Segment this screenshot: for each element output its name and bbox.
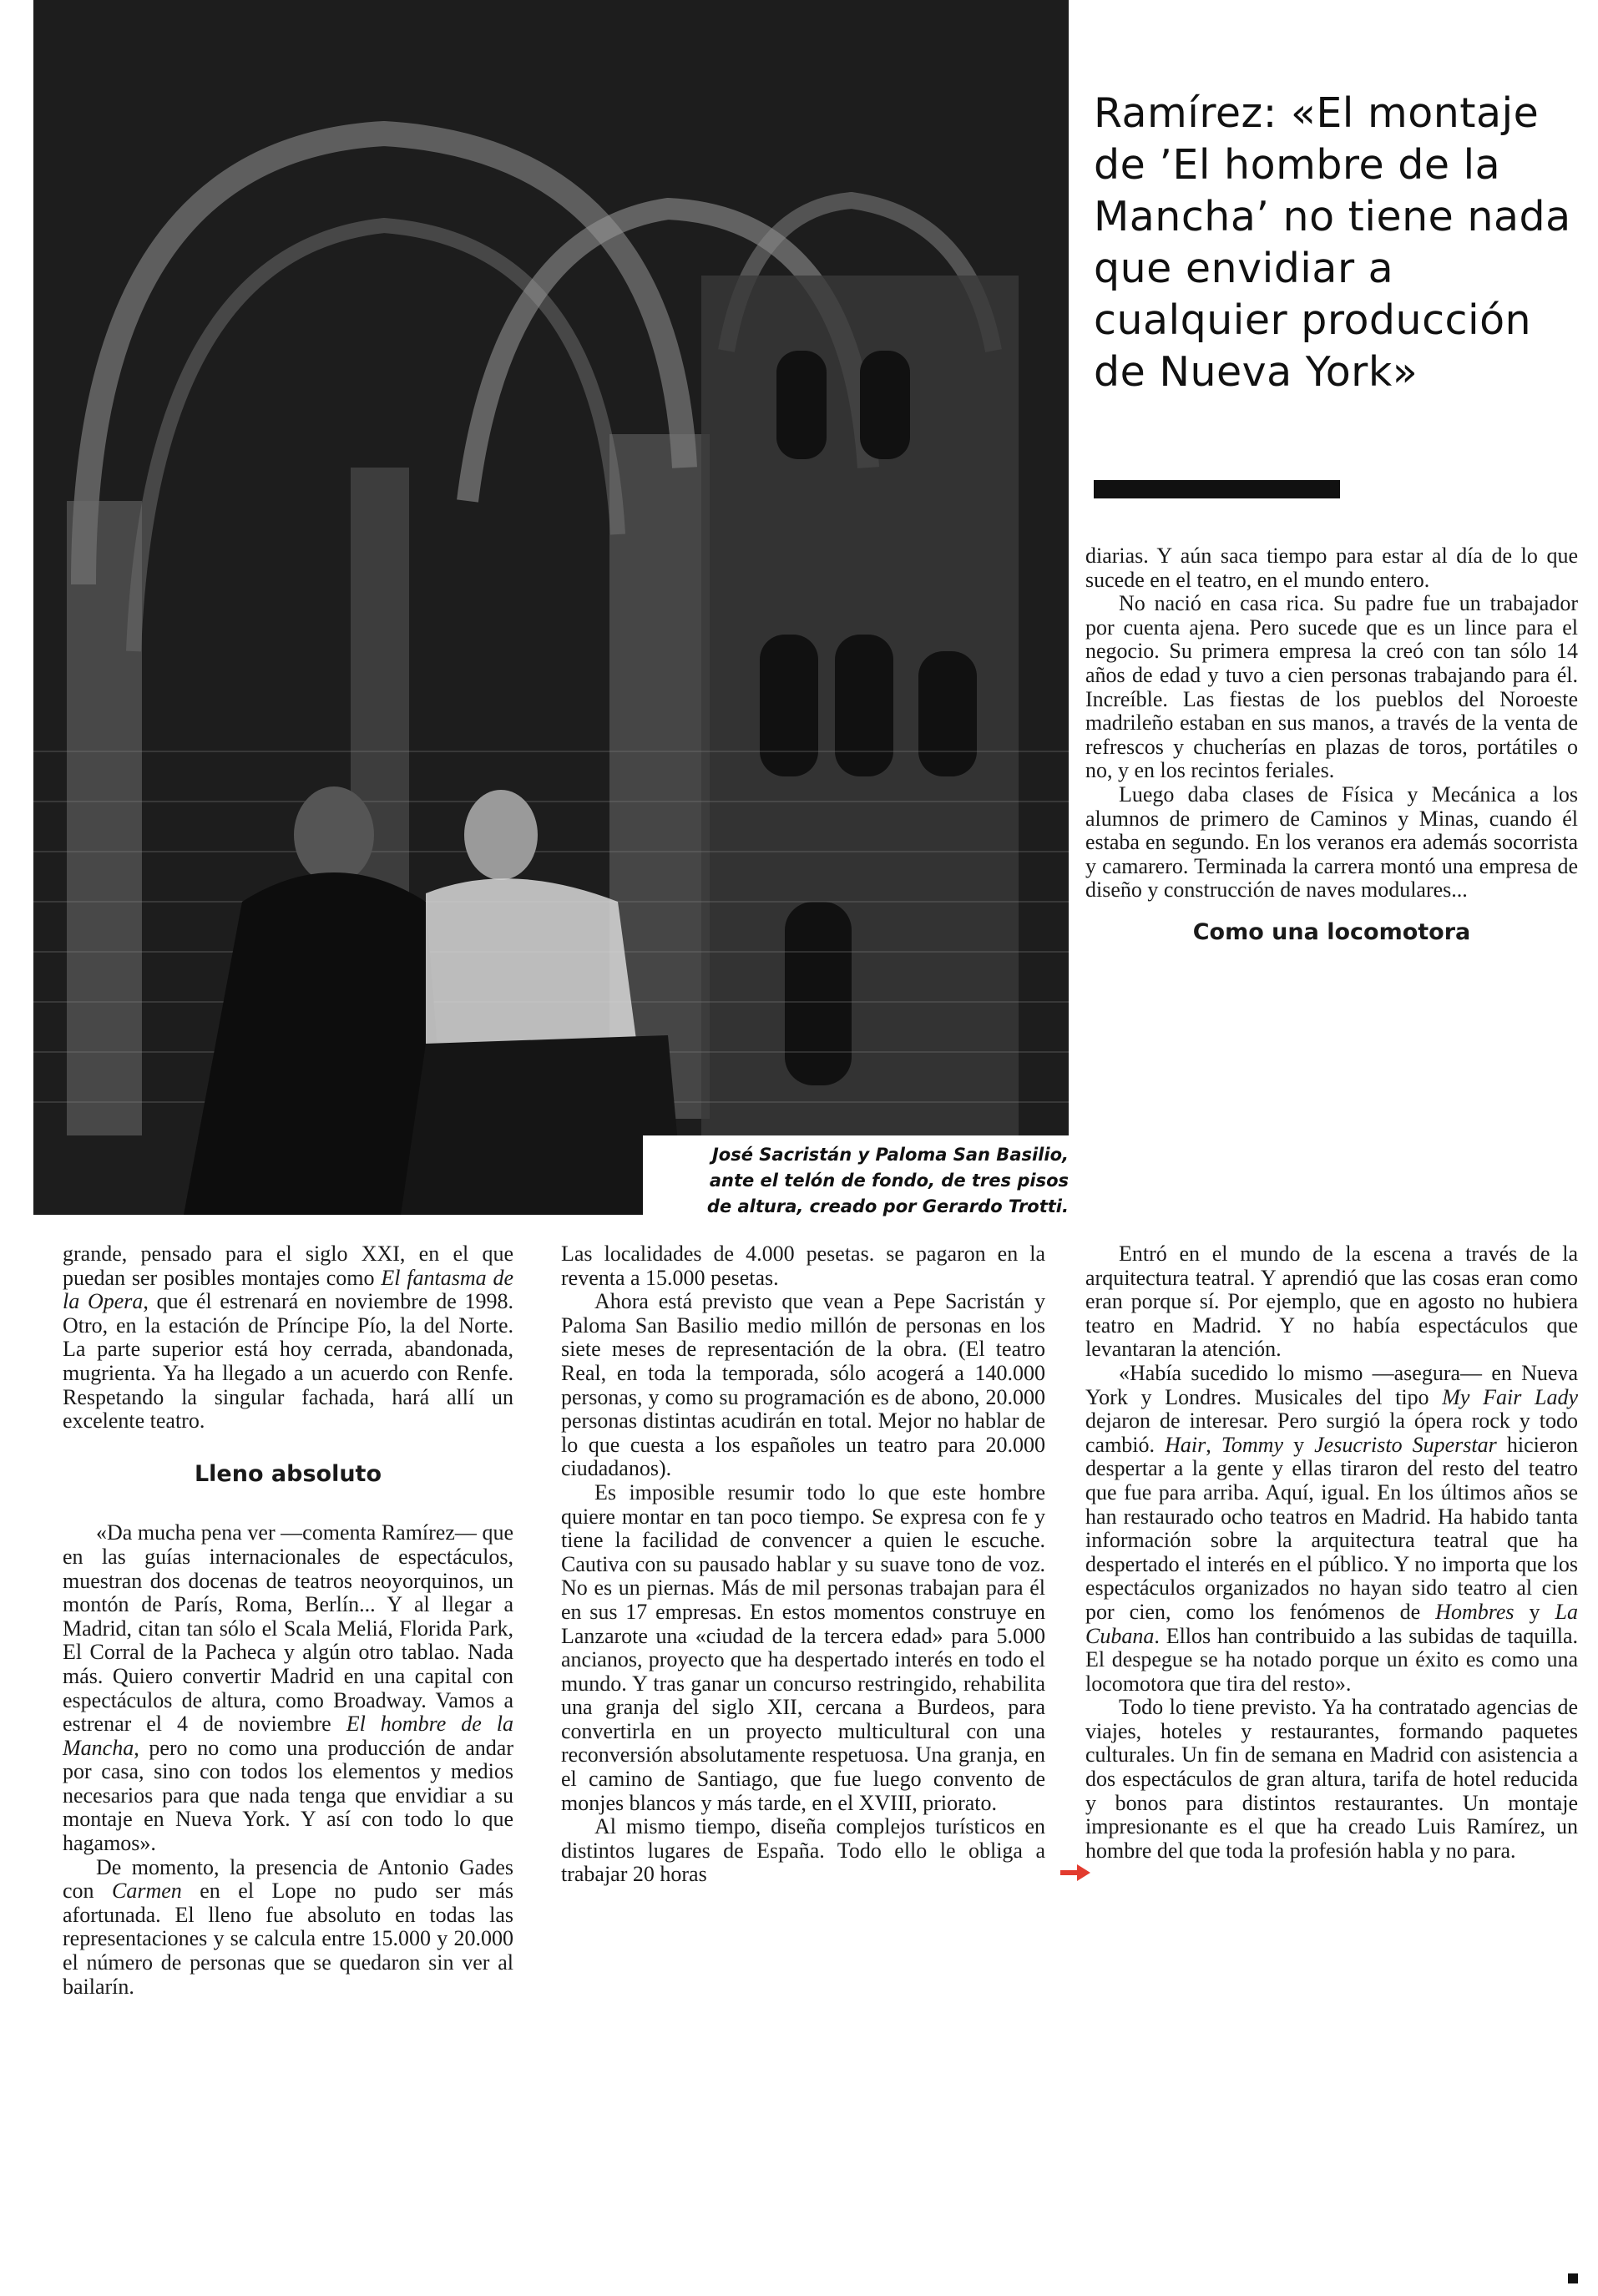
paragraph [1085, 1362, 1578, 1696]
text: en el Lope no pudo ser más afortunada. El lleno fue absoluto en todas las representaciones y se calcula entre 15.000 y 20.000 el número de personas que se quedaron sin ver al bailarín. [63, 1879, 513, 1999]
text: hicieron despertar a la gente y ellas tiraron del resto del teatro que fue para arriba. Aquí, igual. En los últimos años se han restaurado ocho teatros en Madrid. Ha habido tanta información sobre la arquitectura teatral que ha despertado el interés en el público. Y no importa que los espectáculos organizados no hayan sido teatro al cien por cien, como los fenómenos de [1085, 1432, 1579, 1624]
red-arrow-icon [1060, 1864, 1090, 1881]
column-2 [561, 1242, 1045, 1887]
paragraph: No nació en casa rica. Su padre fue un trabajador por cuenta ajena. Pero sucede que es un lince para el negocio. Su primera empresa la creó con tan sólo 14 años de edad y tuvo a cien personas trabajando para él. Increíble. Las fiestas de los pueblos del Noroeste madrileño estaban en sus manos, a través de la venta de refrescos y chucherías en plazas de toros, portátiles o no, y en los recintos feriales. [1085, 591, 1578, 783]
subheading: Como una locomotora [1192, 918, 1471, 945]
paragraph [63, 1856, 513, 2000]
headline: Ramírez: «El montaje de ’El hombre de la Mancha’ no tiene nada que envidiar a cualquier producción de Nueva York» [1094, 89, 1571, 396]
text: , [1206, 1432, 1211, 1457]
photo-caption [651, 1142, 1069, 1220]
text: «Da mucha pena ver —comenta Ramírez— que en las guías internacionales de espectáculos, muestran dos docenas de teatros neoyorquinos, un montón de París, Roma, Berlín... Y al llegar a Madrid, citan tan sólo el Scala Meliá, Florida Park, El Corral de la Pacheca y algún otro tablao. Nada más. Quiero convertir Madrid en una capital con espectáculos de altura, como Broadway. Vamos a estrenar el 4 de noviembre [63, 1520, 513, 1737]
text: y [1529, 1599, 1540, 1624]
photo-art [33, 0, 1069, 1215]
title-italic: El hombre de la Mancha [63, 1712, 513, 1760]
paragraph: Entró en el mundo de la escena a través de la arquitectura teatral. Y aprendió que las cosas eran como eran porque sí. Por ejemplo, que en agosto no hubiera teatro en Madrid. Y no había espectáculos que levantaran la atención. [1085, 1242, 1578, 1362]
paragraph [63, 1242, 513, 1434]
text: grande, pensado para el siglo XXI, en el que puedan ser posibles montajes como [63, 1242, 513, 1290]
title-italic: Carmen [112, 1879, 182, 1904]
title-italic: El fantasma de la Opera [63, 1265, 513, 1314]
column-3-top [1085, 544, 1578, 975]
text: dejaron de interesar. Pero surgió la ópera rock y todo cambió. [1085, 1408, 1578, 1457]
headline-rule [1094, 480, 1340, 498]
paragraph: diarias. Y aún saca tiempo para estar al día de lo que sucede en el teatro, en el mundo entero. [1085, 544, 1578, 592]
end-mark [1568, 2273, 1578, 2283]
paragraph: Las localidades de 4.000 pesetas. se pagaron en la reventa a 15.000 pesetas. [561, 1242, 1045, 1290]
caption-box [643, 1135, 1069, 1219]
column-3-bottom [1085, 1242, 1578, 1863]
paragraph: Luego daba clases de Física y Mecánica a los alumnos de primero de Caminos y Minas, cuando él estaba en segundo. En los veranos era además socorrista y camarero. Terminada la carrera montó una empresa de diseño y construcción de naves modulares... [1085, 781, 1578, 903]
text: y [1293, 1432, 1305, 1457]
paragraph: Todo lo tiene previsto. Ya ha contratado agencias de viajes, hoteles y restaurantes, formando paquetes culturales. Un fin de semana en Madrid con asistencia a dos espectáculos de gran altura, tarifa de hotel reducida y bonos para distintos restaurantes. Un montaje impresionante es el que ha creado Luis Ramírez, un hombre del que toda la profesión habla y no para. [1085, 1695, 1578, 1863]
text: , que él estrenará en noviembre de 1998. Otro, en la estación de Príncipe Pío, la del Norte. La parte superior está hoy cerrada, abandonada, mugrienta. Ya ha llegado a un acuerdo con Renfe. Respetando la singular fachada, hará allí un excelente teatro. [63, 1289, 513, 1434]
paragraph: Ahora está previsto que vean a Pepe Sacristán y Paloma San Basilio medio millón de personas en los siete meses de representación de la obra. (El teatro Real, en toda la temporada, sólo acogerá a 140.000 personas, y como su programación es de abono, 20.000 personas distintas acudirán en total. Mejor no hablar de lo que cuesta a los españoles un teatro para 20.000 ciudadanos). [561, 1289, 1045, 1481]
title-italic: Jesucristo Superstar [1314, 1432, 1497, 1457]
text: De momento, la presencia de Antonio Gades con [63, 1854, 513, 1904]
paragraph: Al mismo tiempo, diseña complejos turísticos en distintos lugares de España. Todo ello le obliga a trabajar 20 horas [561, 1814, 1045, 1887]
paragraph: Es imposible resumir todo lo que este hombre quiere montar en tan poco tiempo. Se expresa con fe y tiene la facilidad de convencer a quien le escuche. Cautiva con su pausado hablar y su suave tono de voz. No es un piernas. Más de mil personas trabajan para él en sus 17 empresas. En estos momentos construye en Lanzarote una «ciudad de la tercera edad» para 5.000 ancianos, proyecto que ha despertado interés en todo el mundo. Y tras ganar un concurso restringido, rehabilita una granja del siglo XII, cercana a Burdeos, para convertirla en un proyecto multicultural con una reconversión absolutamente respetuosa. Una granja, en el camino de Santiago, que fue luego convento de monjes blancos y más tarde, en el XVIII, priorato. [561, 1479, 1045, 1815]
caption-line-2: ante el telón de fondo, de tres pisos [709, 1171, 1069, 1191]
text: «Había sucedido lo mismo —asegura— en Nueva York y Londres. Musicales del tipo [1085, 1360, 1578, 1409]
caption-line-1: José Sacristán y Paloma San Basilio, [711, 1145, 1069, 1165]
title-italic: My Fair Lady [1442, 1384, 1579, 1409]
text: , pero no como una producción de andar por casa, sino con todos los elementos y medios necesarios para que nada tenga que envidiar a su montaje en Nueva York. Y así con todo lo que hagamos». [63, 1735, 513, 1856]
title-italic: La Cubana [1085, 1599, 1579, 1648]
column-1 [63, 1242, 513, 1999]
caption-line-3: de altura, creado por Gerardo Trotti. [706, 1196, 1069, 1216]
text: . Ellos han contribuido a las subidas de taquilla. El despegue se ha notado porque un éxito es como una locomotora que tira del resto». [1085, 1623, 1578, 1696]
subheading: Lleno absoluto [194, 1460, 382, 1487]
stage-photo [33, 0, 1069, 1215]
title-italic: Tommy [1221, 1432, 1283, 1457]
title-italic: Hombres [1435, 1599, 1515, 1624]
title-italic: Hair [1165, 1432, 1206, 1457]
paragraph [63, 1521, 513, 1855]
